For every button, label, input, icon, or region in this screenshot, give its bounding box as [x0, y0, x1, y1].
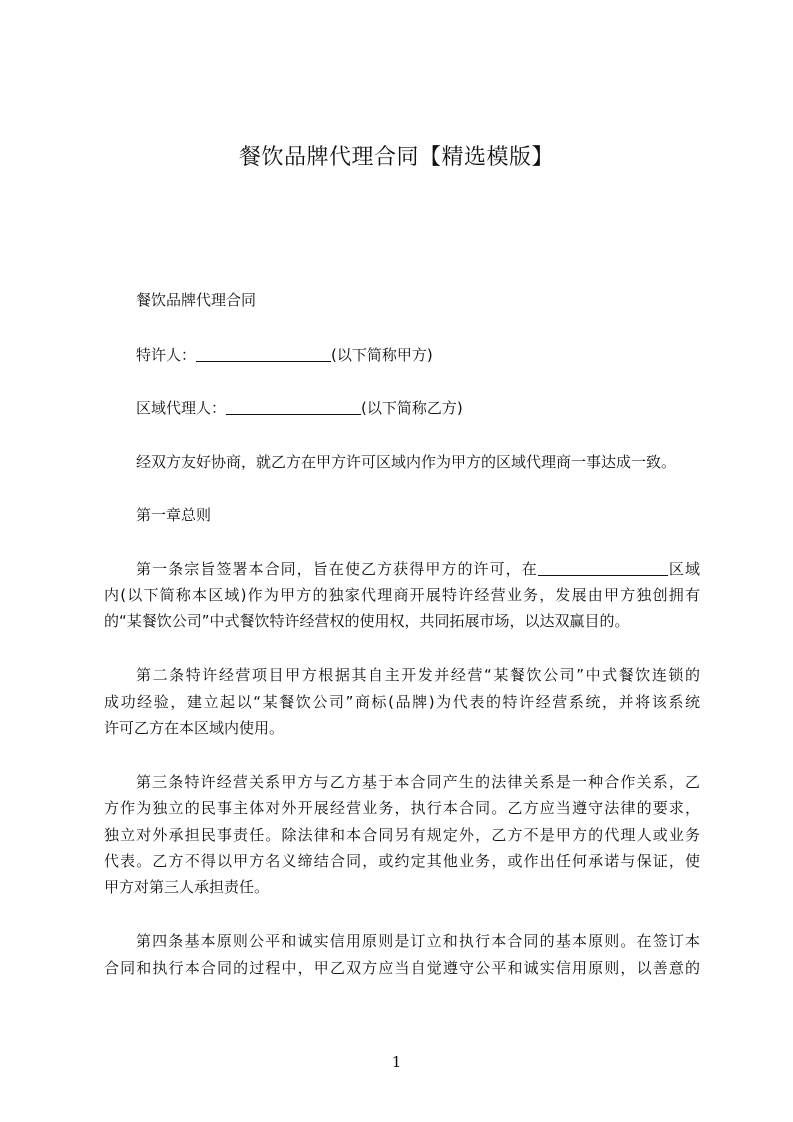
agent-suffix: (以下简称乙方) — [361, 399, 463, 417]
article3-line5: 甲方对第三人承担责任。 — [104, 878, 270, 896]
article3-line3: 独立对外承担民事责任。除法律和本合同另有规定外，乙方不是甲方的代理人或业务 — [104, 826, 700, 844]
chapter-heading: 第一章总则 — [136, 506, 212, 524]
agent-blank-field — [226, 398, 361, 415]
article1-line1-text: 第一条宗旨签署本合同，旨在使乙方获得甲方的许可，在 — [136, 560, 538, 578]
article1-line2: 内(以下简称本区域)作为甲方的独家代理商开展特许经营业务，发展由甲方独创拥有 — [104, 586, 700, 604]
contract-subtitle: 餐饮品牌代理合同 — [136, 291, 257, 309]
agent-label: 区域代理人： — [136, 399, 227, 417]
article2-line2: 成功经验，建立起以“某餐饮公司”商标(品牌)为代表的特许经营系统，并将该系统 — [104, 693, 700, 711]
franchisor-blank-field — [196, 345, 331, 362]
page-number: 1 — [391, 1053, 402, 1071]
article4-line1: 第四条基本原则公平和诚实信用原则是订立和执行本合同的基本原则。在签订本 — [136, 932, 700, 950]
region-blank-field — [538, 559, 668, 576]
document-title: 餐饮品牌代理合同【精选模版】 — [238, 145, 554, 170]
agent-line — [136, 393, 732, 423]
article2-line3: 许可乙方在本区域内使用。 — [104, 719, 285, 737]
article1-line1-suffix: 区域 — [667, 560, 700, 578]
article3-line1: 第三条特许经营关系甲方与乙方基于本合同产生的法律关系是一种合作关系，乙 — [136, 773, 700, 791]
article2-line1: 第二条特许经营项目甲方根据其自主开发并经营“某餐饮公司”中式餐饮连锁的 — [136, 666, 700, 684]
article3-line4: 代表。乙方不得以甲方名义缔结合同，或约定其他业务，或作出任何承诺与保证，使 — [104, 852, 700, 870]
franchisor-line — [136, 340, 732, 370]
article3-line2: 方作为独立的民事主体对外开展经营业务，执行本合同。乙方应当遵守法律的要求， — [104, 799, 700, 817]
article4-line2: 合同和执行本合同的过程中，甲乙双方应当自觉遵守公平和诚实信用原则，以善意的 — [104, 959, 700, 977]
franchisor-suffix: (以下简称甲方) — [331, 346, 433, 364]
intro-paragraph: 经双方友好协商，就乙方在甲方许可区域内作为甲方的区域代理商一事达成一致。 — [136, 453, 677, 471]
article1-line3: 的“某餐饮公司”中式餐饮特许经营权的使用权，共同拓展市场，以达双赢目的。 — [104, 612, 630, 630]
franchisor-label: 特许人： — [136, 346, 197, 364]
